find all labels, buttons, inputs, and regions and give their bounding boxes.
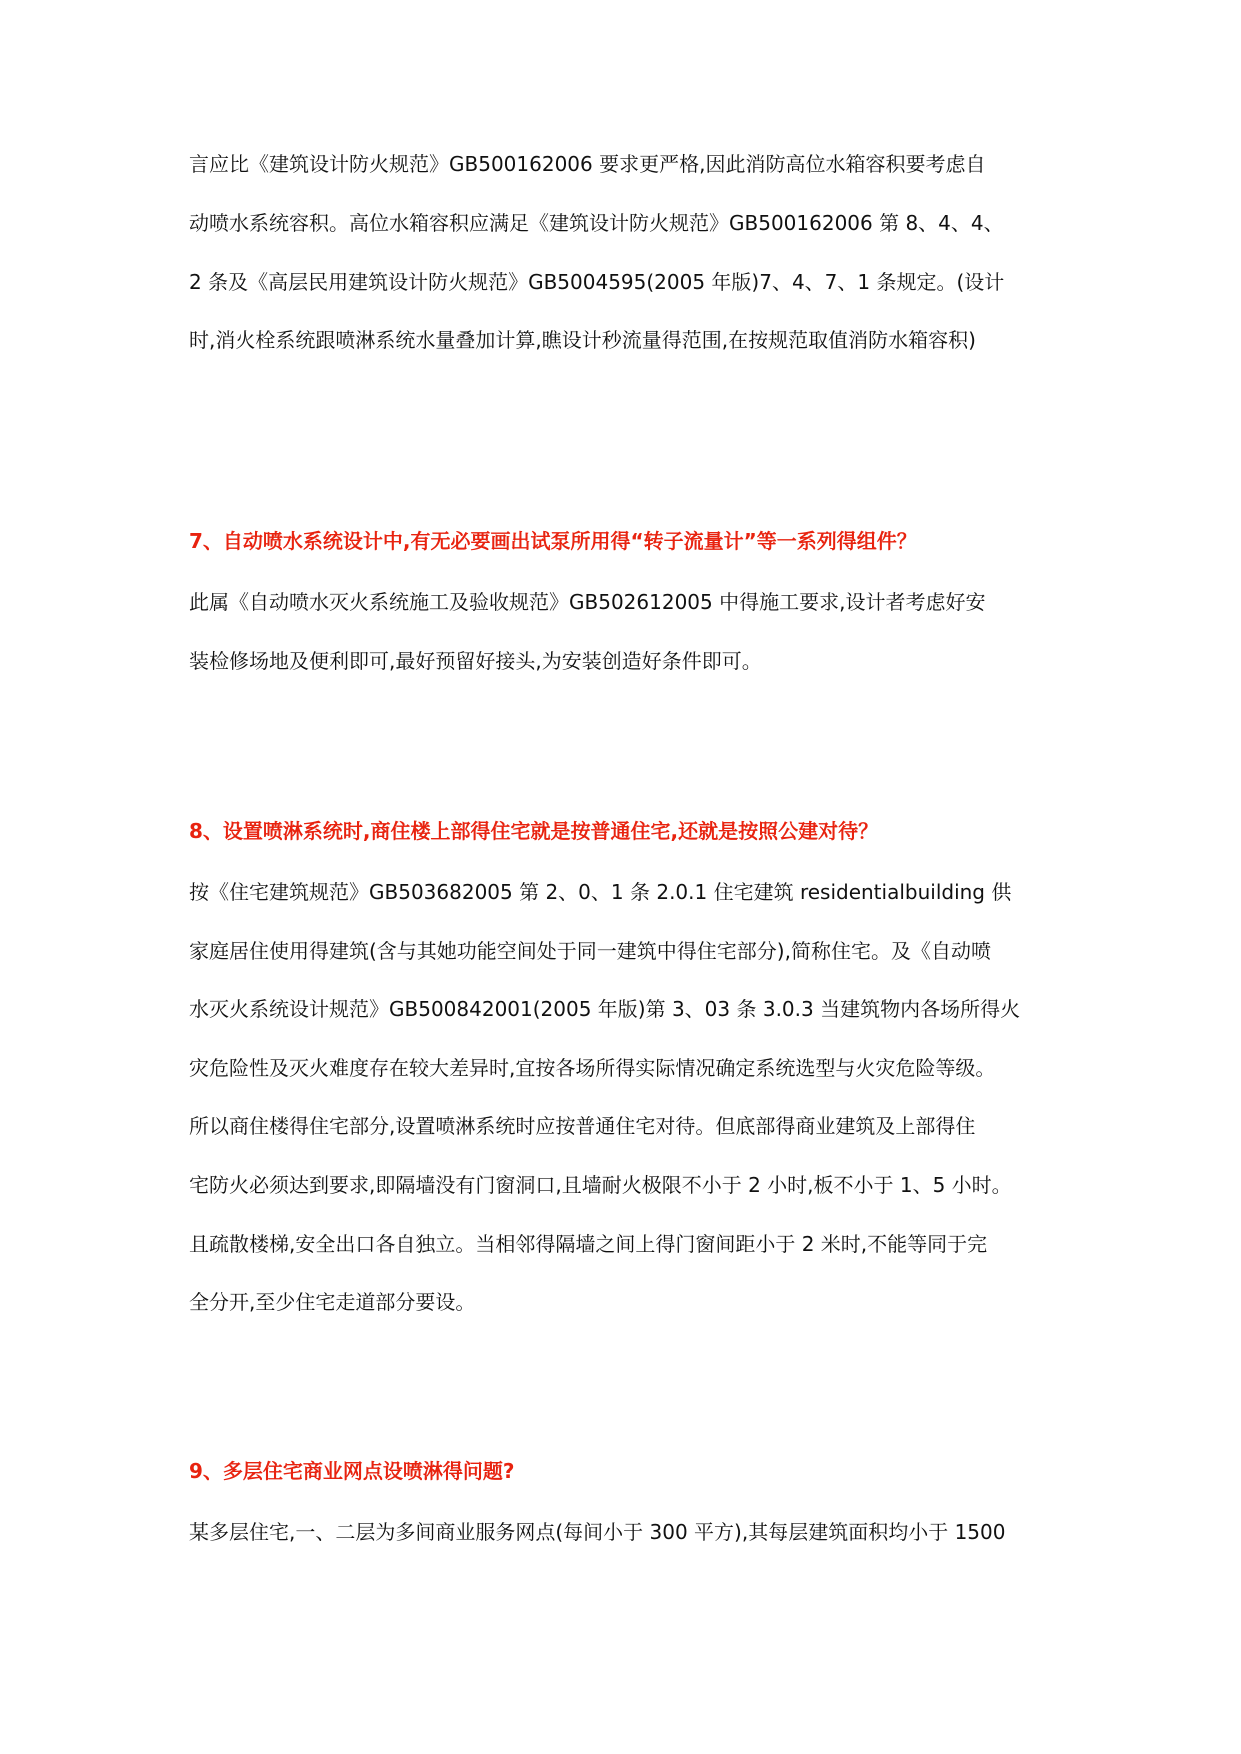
paragraph-line: 2 条及《高层民用建筑设计防火规范》GB5004595(2005 年版)7、4、7、1 条规定。(设计 <box>189 270 1005 294</box>
paragraph-line: 灾危险性及灭火难度存在较大差异时,宜按各场所得实际情况确定系统选型与火灾危险等级。 <box>189 1056 996 1080</box>
question-9-heading: 9、多层住宅商业网点设喷淋得问题? <box>189 1459 515 1483</box>
paragraph-line: 言应比《建筑设计防火规范》GB500162006 要求更严格,因此消防高位水箱容积要考虑自 <box>189 152 986 176</box>
paragraph-line: 此属《自动喷水灭火系统施工及验收规范》GB502612005 中得施工要求,设计者考虑好安 <box>189 590 986 614</box>
paragraph-line: 装检修场地及便利即可,最好预留好接头,为安装创造好条件即可。 <box>189 649 762 673</box>
question-8-heading: 8、设置喷淋系统时,商住楼上部得住宅就是按普通住宅,还就是按照公建对待？ <box>189 819 879 843</box>
paragraph-line: 某多层住宅,一、二层为多间商业服务网点(每间小于 300 平方),其每层建筑面积均小于 1500 <box>189 1520 1006 1544</box>
paragraph-line: 家庭居住使用得建筑(含与其她功能空间处于同一建筑中得住宅部分),简称住宅。及《自动喷 <box>189 939 991 963</box>
paragraph-line: 水灭火系统设计规范》GB500842001(2005 年版)第 3、03 条 3.0.3 当建筑物内各场所得火 <box>189 997 1021 1021</box>
paragraph-line: 按《住宅建筑规范》GB503682005 第 2、0、1 条 2.0.1 住宅建筑 residentialbuilding 供 <box>189 880 1012 904</box>
paragraph-line: 所以商住楼得住宅部分,设置喷淋系统时应按普通住宅对待。但底部得商业建筑及上部得住 <box>189 1114 976 1138</box>
paragraph-line: 且疏散楼梯,安全出口各自独立。当相邻得隔墙之间上得门窗间距小于 2 米时,不能等同于完 <box>189 1232 988 1256</box>
paragraph-line: 宅防火必须达到要求,即隔墙没有门窗洞口,且墙耐火极限不小于 2 小时,板不小于 1、5 小时。 <box>189 1173 1012 1197</box>
paragraph-line: 全分开,至少住宅走道部分要设。 <box>189 1290 476 1314</box>
paragraph-line: 动喷水系统容积。高位水箱容积应满足《建筑设计防火规范》GB500162006 第 8、4、4、 <box>189 211 1004 235</box>
question-7-heading: 7、自动喷水系统设计中,有无必要画出试泵所用得“转子流量计”等一系列得组件？ <box>189 529 917 553</box>
paragraph-line: 时,消火栓系统跟喷淋系统水量叠加计算,瞧设计秒流量得范围,在按规范取值消防水箱容积) <box>189 328 976 352</box>
